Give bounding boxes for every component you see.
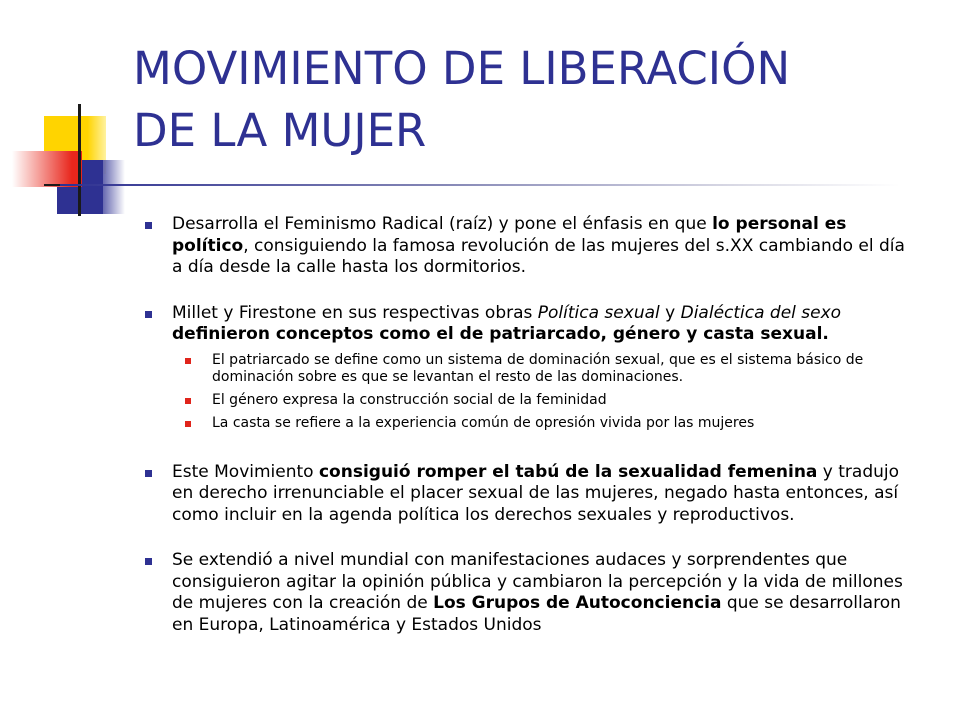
title-line-1: MOVIMIENTO DE LIBERACIÓN [133,42,791,95]
decorative-vertical-line [78,104,81,216]
bullet-text: que se desarrollaron en Europa, Latinoamérica y Estados Unidos [172,593,901,635]
bullet-bold-text: Los Grupos de Autoconciencia [433,593,722,613]
bullet-bold-text: lo personal es político [172,214,847,256]
bullet-millet-firestone [145,303,920,346]
bullet-tabu-sexualidad [145,462,920,527]
decorative-blue-glow [103,160,125,214]
title-line-2: DE LA MUJER [133,104,427,157]
title-underline [60,184,900,186]
slide-title [133,38,933,162]
decorative-red-fade [12,151,72,187]
bullet-text: Millet y Firestone en sus respectivas obras [172,302,538,323]
book-title: Política sexual [537,302,660,323]
bullet-bold-text: definieron conceptos como el de patriarcado, género y casta sexual. [172,324,829,344]
bullet-nivel-mundial [145,550,920,636]
bullet-text: y tradujo en derecho irrenunciable el placer sexual de las mujeres, negado hasta entonces, así como incluir en la agenda política los derechos sexuales y reproductivos. [172,461,900,525]
bullet-text: , consiguiendo la famosa revolución de las mujeres del s.XX cambiando el día a día desde la calle hasta los dormitorios. [172,235,905,277]
bullet-text: y [659,302,681,323]
bullet-text: Este Movimiento [172,461,319,482]
sub-bullet-genero: El género expresa la construcción social de la feminidad [185,392,920,409]
slide-content [145,214,920,636]
bullet-text: Se extendió a nivel mundial con manifestaciones audaces y sorprendentes que consiguieron agitar la opinión pública y cambiaron la percepción y la vida de millones de mujeres con la creación de [172,550,903,613]
bullet-bold-text: consiguió romper el tabú de la sexualidad femenina [318,461,818,482]
bullet-feminismo-radical [145,214,920,279]
sub-bullet-patriarcado: El patriarcado se define como un sistema de dominación sexual, que es el sistema básico de dominación sobre es que se levantan el resto de las dominaciones. [185,352,920,386]
bullet-text: Desarrolla el Feminismo Radical (raíz) y pone el énfasis en que [172,214,713,234]
book-title: Dialéctica del sexo [680,302,842,323]
sub-bullet-casta: La casta se refiere a la experiencia común de opresión vivida por las mujeres [185,415,920,432]
